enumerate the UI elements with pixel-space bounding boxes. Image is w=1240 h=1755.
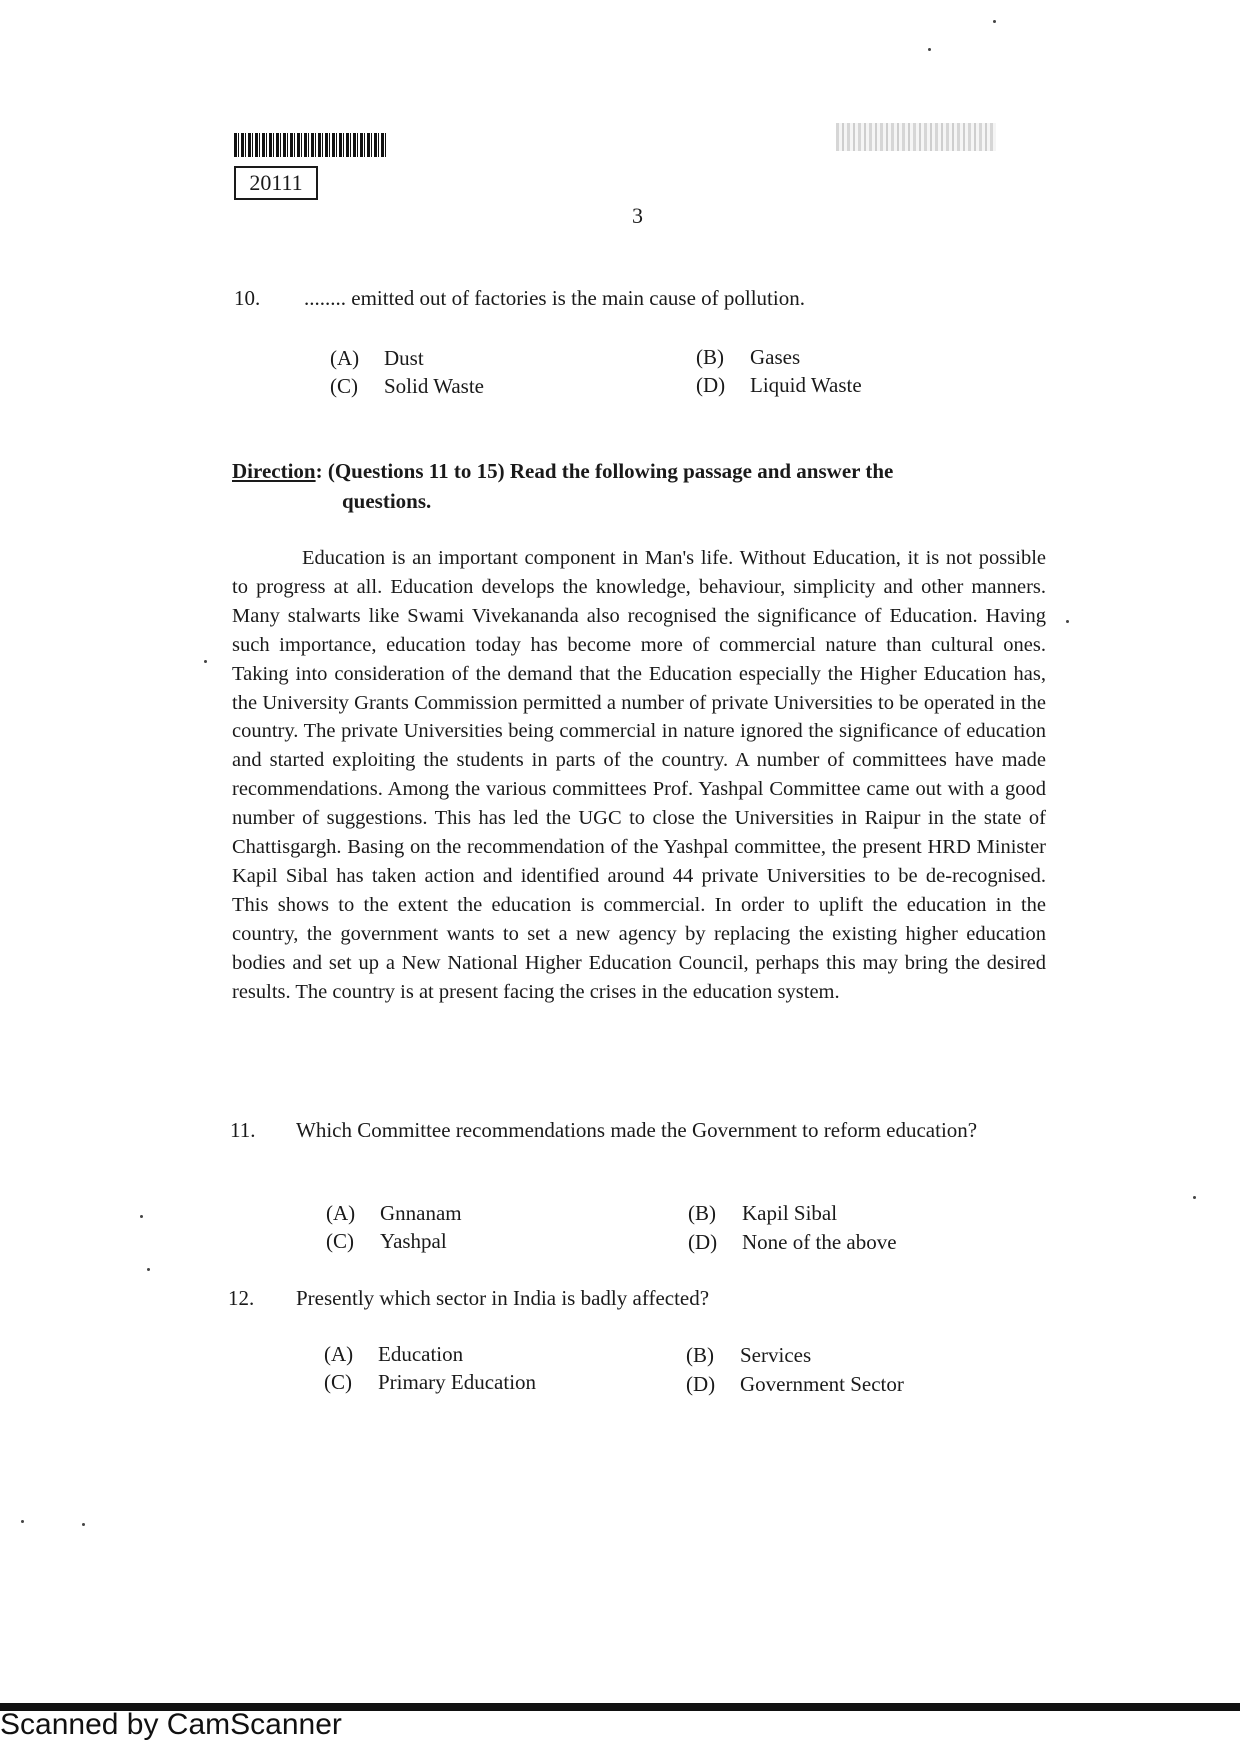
option-10-b: [696, 343, 800, 371]
scan-speck: [21, 1520, 24, 1523]
option-text: Primary Education: [378, 1370, 537, 1394]
barcode: [234, 133, 388, 157]
option-label: (C): [324, 1370, 352, 1394]
question-number: 11.: [230, 1118, 256, 1142]
option-text: Education: [378, 1342, 464, 1366]
option-11-a: [326, 1199, 462, 1227]
paper-code-box: 20111: [234, 166, 318, 200]
option-label: (B): [688, 1201, 716, 1225]
direction-heading: [232, 456, 1012, 516]
scan-speck: [993, 20, 996, 23]
scanner-watermark: Scanned by CamScanner: [0, 1708, 342, 1741]
scan-speck: [1066, 620, 1069, 623]
option-text: None of the above: [742, 1230, 897, 1254]
option-label: (A): [330, 346, 360, 370]
option-text: Gnnanam: [380, 1201, 462, 1225]
option-text: Liquid Waste: [750, 373, 862, 397]
direction-line-2: questions.: [342, 489, 432, 513]
scan-speck: [928, 48, 931, 51]
option-11-d: [688, 1228, 897, 1256]
question-text: Presently which sector in India is badly affected?: [296, 1286, 710, 1310]
option-12-d: [686, 1370, 904, 1398]
option-label: (B): [696, 345, 724, 369]
option-label: (D): [688, 1230, 718, 1254]
question-text: ........ emitted out of factories is the main cause of pollution.: [304, 286, 805, 310]
direction-line-1: Direction: (Questions 11 to 15) Read the following passage and answer the: [232, 459, 894, 483]
option-text: Government Sector: [740, 1372, 904, 1396]
page-number: 3: [632, 203, 643, 228]
scan-speck: [1193, 1196, 1196, 1199]
option-text: Dust: [384, 346, 424, 370]
scan-speck: [140, 1215, 143, 1218]
option-12-b: [686, 1341, 811, 1369]
option-label: (D): [686, 1372, 716, 1396]
option-label: (C): [326, 1229, 354, 1253]
option-text: Solid Waste: [384, 374, 485, 398]
option-10-c: [330, 372, 484, 400]
scan-speck: [204, 660, 207, 663]
bleed-through-barcode: [836, 123, 996, 151]
option-11-c: [326, 1227, 447, 1255]
question-number: 12.: [228, 1286, 255, 1310]
option-10-d: [696, 371, 862, 399]
option-11-b: [688, 1199, 837, 1227]
option-text: Yashpal: [380, 1229, 447, 1253]
question-number: 10.: [234, 286, 261, 310]
option-label: (D): [696, 373, 726, 397]
option-label: (B): [686, 1343, 714, 1367]
question-text: Which Committee recommendations made the Government to reform education?: [296, 1118, 978, 1142]
scan-speck: [82, 1523, 85, 1526]
option-label: (A): [326, 1201, 356, 1225]
option-label: (C): [330, 374, 358, 398]
scan-speck: [147, 1268, 150, 1271]
reading-passage: Education is an important component in Man's life. Without Education, it is not possible to progress at all. Education develops the knowledge, behaviour, simplicity and other manners. Many stalwarts like Swami Vivekananda also recognised the significance of Education. Having such importance, education today has become more of commercial nature than cultural ones. Taking into consideration of the demand that the Education especially the Higher Education has, the University Grants Commission permitted a number of private Universities to be operated in the country. The private Universities being commercial in nature ignored the significance of education and started exploiting the students in parts of the country. A number of committees have made recommendations. Among the various committees Prof. Yashpal Committee came out with a good number of suggestions. This has led the UGC to close the Universities in Raipur in the state of Chattisgargh. Basing on the recommendation of the Yashpal committee, the present HRD Minister Kapil Sibal has taken action and identified around 44 private Universities to be de-recognised. This shows to the extent the education is commercial. In order to uplift the education in the country, the government wants to set a new agency by replacing the existing higher education bodies and set up a New National Higher Education Council, perhaps this may bring the desired results. The country is at present facing the crises in the education system.: [232, 547, 1046, 1003]
option-text: Services: [740, 1343, 812, 1367]
direction-label: Direction: [232, 459, 316, 483]
option-12-c: [324, 1368, 536, 1396]
option-label: (A): [324, 1342, 354, 1366]
option-text: Kapil Sibal: [742, 1201, 838, 1225]
option-10-a: [330, 344, 424, 372]
option-12-a: [324, 1340, 463, 1368]
option-text: Gases: [750, 345, 801, 369]
